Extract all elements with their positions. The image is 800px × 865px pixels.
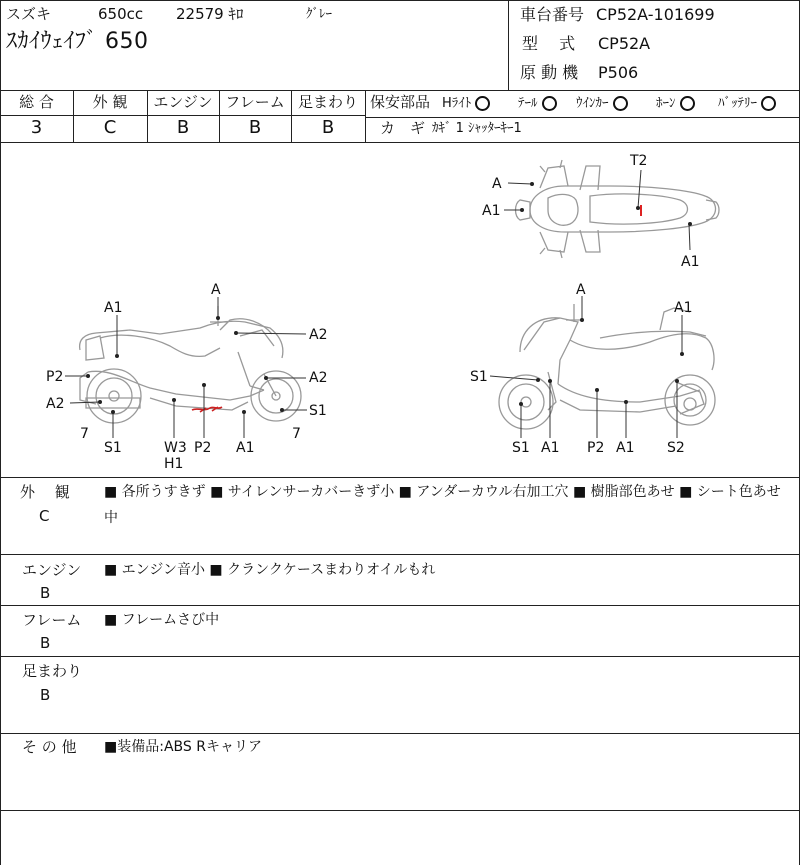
left-a: A <box>211 282 221 298</box>
safety-battery <box>718 96 776 111</box>
right-s2: S2 <box>667 440 685 456</box>
notes-exterior-label: 外 観 <box>20 483 70 501</box>
line-117 <box>365 117 800 118</box>
top-t2: T2 <box>630 153 648 169</box>
left-seven-left: 7 <box>80 426 89 442</box>
engine-grade-label: エンジン <box>153 93 213 111</box>
engine-code: P506 <box>598 63 639 82</box>
right-a1-1: A1 <box>541 440 560 456</box>
safety-tail <box>518 96 557 111</box>
right-a1-2: A1 <box>616 440 635 456</box>
line-605 <box>0 605 800 606</box>
notes-engine-grade: B <box>40 584 51 602</box>
exterior-grade: C <box>103 117 117 138</box>
left-s1-right: S1 <box>309 403 327 419</box>
right-a1-top: A1 <box>674 300 693 316</box>
notes-exterior-text: ■ 各所うすきず ■ サイレンサーカバーきず小 ■ アンダーカウル右加工穴 ■ 樹脂部色あせ ■ シート色あせ中 <box>104 484 781 526</box>
circle-mark-icon <box>542 96 557 111</box>
displacement: 650cc <box>98 5 144 23</box>
frame-no: CP52A-101699 <box>596 5 715 24</box>
left-h1: H1 <box>164 456 184 472</box>
frame-no-label: 車台番号 <box>520 5 585 24</box>
notes-engine-text: ■ エンジン音小 ■ クランクケースまわりオイルもれ <box>104 562 436 578</box>
right-side-scooter <box>499 304 715 429</box>
engine-label: 原 動 機 <box>520 63 579 82</box>
headlight-label: Hﾗｲﾄ <box>442 96 472 111</box>
left-a2-1: A2 <box>309 327 328 343</box>
notes-exterior-grade: C <box>39 507 50 525</box>
left-side-scooter <box>80 306 301 423</box>
left-a1-bottom: A1 <box>236 440 255 456</box>
safety-headlight <box>442 96 490 111</box>
battery-label: ﾊﾞｯﾃﾘｰ <box>718 96 757 111</box>
top-a1-left: A1 <box>482 203 501 219</box>
header-divider <box>508 0 509 90</box>
line-477 <box>0 477 800 478</box>
left-a2-3: A2 <box>309 370 328 386</box>
model-code: CP52A <box>598 34 651 53</box>
frame-grade: B <box>248 117 262 138</box>
notes-suspension-grade: B <box>40 686 51 704</box>
winker-label: ｳｲﾝｶｰ <box>576 96 609 111</box>
notes-engine-label: エンジン <box>22 561 82 579</box>
key-label: カ ギ <box>380 119 426 137</box>
top-view-scooter <box>516 160 720 258</box>
grade-divider-5 <box>365 90 366 142</box>
color: ｸﾞﾚｰ <box>306 7 332 22</box>
right-s1: S1 <box>512 440 530 456</box>
notes-other-label: そ の 他 <box>22 738 77 756</box>
line-115 <box>0 115 365 116</box>
top-a: A <box>492 176 502 192</box>
damage-diagram <box>0 143 800 477</box>
circle-mark-icon <box>680 96 695 111</box>
maker: スズキ <box>6 5 52 23</box>
left-p2: P2 <box>46 369 64 385</box>
right-s1-left: S1 <box>470 369 488 385</box>
notes-frame-label: フレーム <box>22 611 82 629</box>
suspension-grade-label: 足まわり <box>297 93 358 111</box>
mileage: 22579 ｷﾛ <box>176 5 244 23</box>
left-a2-2: A2 <box>46 396 65 412</box>
circle-mark-icon <box>761 96 776 111</box>
safety-winker <box>576 96 628 111</box>
circle-mark-icon <box>475 96 490 111</box>
tail-label: ﾃｰﾙ <box>518 96 538 111</box>
right-a: A <box>576 282 586 298</box>
line-90 <box>0 90 800 91</box>
engine-grade: B <box>176 117 190 138</box>
exterior-label: 外 観 <box>92 93 128 111</box>
circle-mark-icon <box>613 96 628 111</box>
overall-grade: 3 <box>30 117 43 138</box>
left-s1: S1 <box>104 440 122 456</box>
notes-other-text: ■装備品:ABS Rキャリア <box>104 739 262 755</box>
key-value: ｶｷﾞ 1 ｼｬｯﾀｰｷｰ1 <box>432 121 522 136</box>
notes-frame-grade: B <box>40 634 51 652</box>
suspension-grade: B <box>321 117 335 138</box>
top-a1-right: A1 <box>681 254 700 270</box>
frame-grade-label: フレーム <box>225 93 285 111</box>
notes-frame-text: ■ フレームさび中 <box>104 612 220 628</box>
model-label: 型 式 <box>522 34 576 53</box>
overall-label: 総 合 <box>19 93 54 111</box>
left-p2-bottom: P2 <box>194 440 212 456</box>
right-p2: P2 <box>587 440 605 456</box>
safety-horn <box>656 96 695 111</box>
line-656 <box>0 656 800 657</box>
line-810 <box>0 810 800 811</box>
left-a1-top: A1 <box>104 300 123 316</box>
horn-label: ﾎｰﾝ <box>656 96 676 111</box>
left-seven-right: 7 <box>292 426 301 442</box>
safety-label: 保安部品 <box>370 93 431 111</box>
notes-suspension-label: 足まわり <box>22 662 83 680</box>
border-top <box>0 0 800 1</box>
model-name: ｽｶｲｳｪｲﾌﾞ 650 <box>6 29 149 54</box>
line-554 <box>0 554 800 555</box>
left-w3: W3 <box>164 440 187 456</box>
